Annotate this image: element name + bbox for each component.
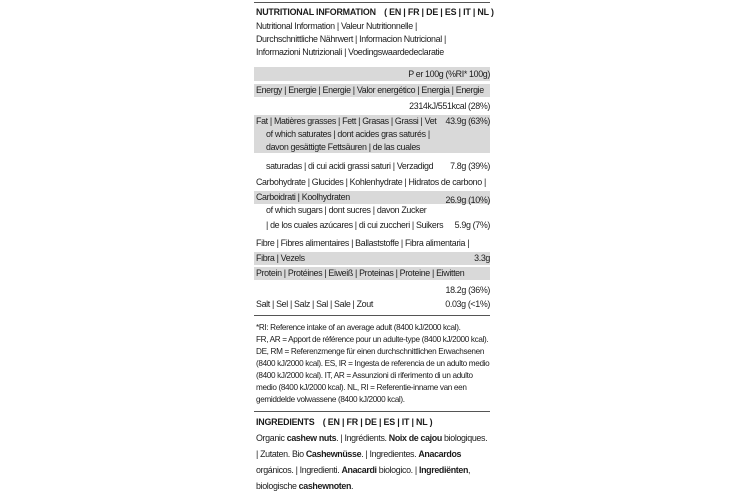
nutrition-title <box>256 6 494 18</box>
saturates-line-2: davon gesättigte Fettsäuren | de las cuales <box>266 142 421 152</box>
per-100g-heading: P er 100g (%RI* 100g) <box>408 69 490 79</box>
energy-value: 2314kJ/551kcal (28%) <box>409 101 490 111</box>
ingredients-line-1 <box>256 432 487 444</box>
allergen-highlight: Anacardi <box>341 465 377 475</box>
ingredients-title-langs: ( EN | FR | DE | ES | IT | NL ) <box>322 417 433 427</box>
saturates-value: 7.8g (39%) <box>450 161 490 171</box>
footnote-line-5: (8400 kJ/2000 kcal). IT, AR = Assunzioni di riferimento di un adulto <box>256 371 473 380</box>
footnote-line-7: gemiddelde volwassene (8400 kJ/2000 kcal). <box>256 395 405 404</box>
fibre-value: 3.3g <box>474 253 490 263</box>
ingredients-text: biologico. | <box>376 465 419 475</box>
fibre-line-2: Fibra | Vezels <box>256 253 305 263</box>
allergen-highlight: Ingrediënten <box>418 465 469 475</box>
top-divider <box>254 2 490 3</box>
allergen-highlight: cashew nuts <box>286 433 337 443</box>
nutrition-label <box>254 0 494 498</box>
footnote-line-6: medio (8400 kJ/2000 kcal). NL, RI = Referentie-inname van een <box>256 383 467 392</box>
fat-label: Fat | Matières grasses | Fett | Grasas | Grassi | Vet <box>256 116 437 126</box>
nutrition-name-line-2: Durchschnittliche Nährwert | Informacion Nutricional | <box>256 34 446 44</box>
ingredients-line-3 <box>256 464 470 476</box>
allergen-highlight: Anacardos <box>418 449 462 459</box>
ingredients-text: biologische <box>256 481 299 491</box>
table-bottom-divider <box>254 315 490 316</box>
sugars-line-2: | de los cuales azúcares | di cui zuccheri | Suikers <box>266 220 444 230</box>
ingredients-text: orgánicos. | Ingredienti. <box>256 465 342 475</box>
ingredients-text: Organic <box>256 433 287 443</box>
allergen-highlight: Cashewnüsse <box>305 449 362 459</box>
nutrition-name-line-1: Nutritional Information | Valeur Nutritionnelle | <box>256 21 417 31</box>
nutrition-title-langs: ( EN | FR | DE | ES | IT | NL ) <box>384 7 494 17</box>
protein-label: Protein | Protéines | Eiweiß | Proteinas | Proteine | Eiwitten <box>256 268 465 278</box>
nutrition-name-line-3: Informazioni Nutrizionali | Voedingswaardedeclaratie <box>256 47 444 57</box>
allergen-highlight: Noix de cajou <box>388 433 442 443</box>
sugars-value: 5.9g (7%) <box>454 220 490 230</box>
ingredients-title <box>256 416 432 428</box>
carbohydrate-value: 26.9g (10%) <box>445 195 490 205</box>
ingredients-text: . <box>351 481 354 491</box>
nutrition-title-text: NUTRITIONAL INFORMATION <box>256 7 376 17</box>
ingredients-line-4 <box>256 480 353 492</box>
footnote-line-1: *RI: Reference intake of an average adult (8400 kJ/2000 kcal). <box>256 323 461 332</box>
ingredients-divider <box>254 411 490 412</box>
saturates-line-1: of which saturates | dont acides gras saturés | <box>266 129 430 139</box>
footnote-line-4: (8400 kJ/2000 kcal). ES, IR = Ingesta de referencia de un adulto medio <box>256 359 490 368</box>
carbohydrate-line-2: Carboidrati | Koolhydraten <box>256 192 350 202</box>
ingredients-title-text: INGREDIENTS <box>256 417 315 427</box>
ingredients-text: . | Ingrédients. <box>336 433 389 443</box>
ingredients-text: | Zutaten. Bio <box>256 449 306 459</box>
protein-value: 18.2g (36%) <box>445 285 490 295</box>
carbohydrate-line-1: Carbohydrate | Glucides | Kohlenhydrate | Hidratos de carbono | <box>256 177 486 187</box>
ingredients-line-2 <box>256 448 461 460</box>
ingredients-text: , <box>468 465 471 475</box>
saturates-line-3: saturadas | di cui acidi grassi saturi | Verzadigd <box>266 161 434 171</box>
ingredients-text: . | Ingredientes. <box>361 449 419 459</box>
footnote-line-3: DE, RM = Referenzmenge für einen durchschnittlichen Erwachsenen <box>256 347 485 356</box>
fibre-line-1: Fibre | Fibres alimentaires | Ballaststoffe | Fibra alimentaria | <box>256 238 470 248</box>
ingredients-text: biologiques. <box>441 433 488 443</box>
sugars-line-1: of which sugars | dont sucres | davon Zucker <box>266 205 427 215</box>
salt-label: Salt | Sel | Salz | Sal | Sale | Zout <box>256 299 373 309</box>
fat-value: 43.9g (63%) <box>445 116 490 126</box>
energy-label: Energy | Energie | Energie | Valor energético | Energia | Energie <box>256 85 484 95</box>
allergen-highlight: cashewnoten <box>298 481 352 491</box>
salt-value: 0.03g (<1%) <box>445 299 490 309</box>
footnote-line-2: FR, AR = Apport de référence pour un adulte-type (8400 kJ/2000 kcal). <box>256 335 489 344</box>
